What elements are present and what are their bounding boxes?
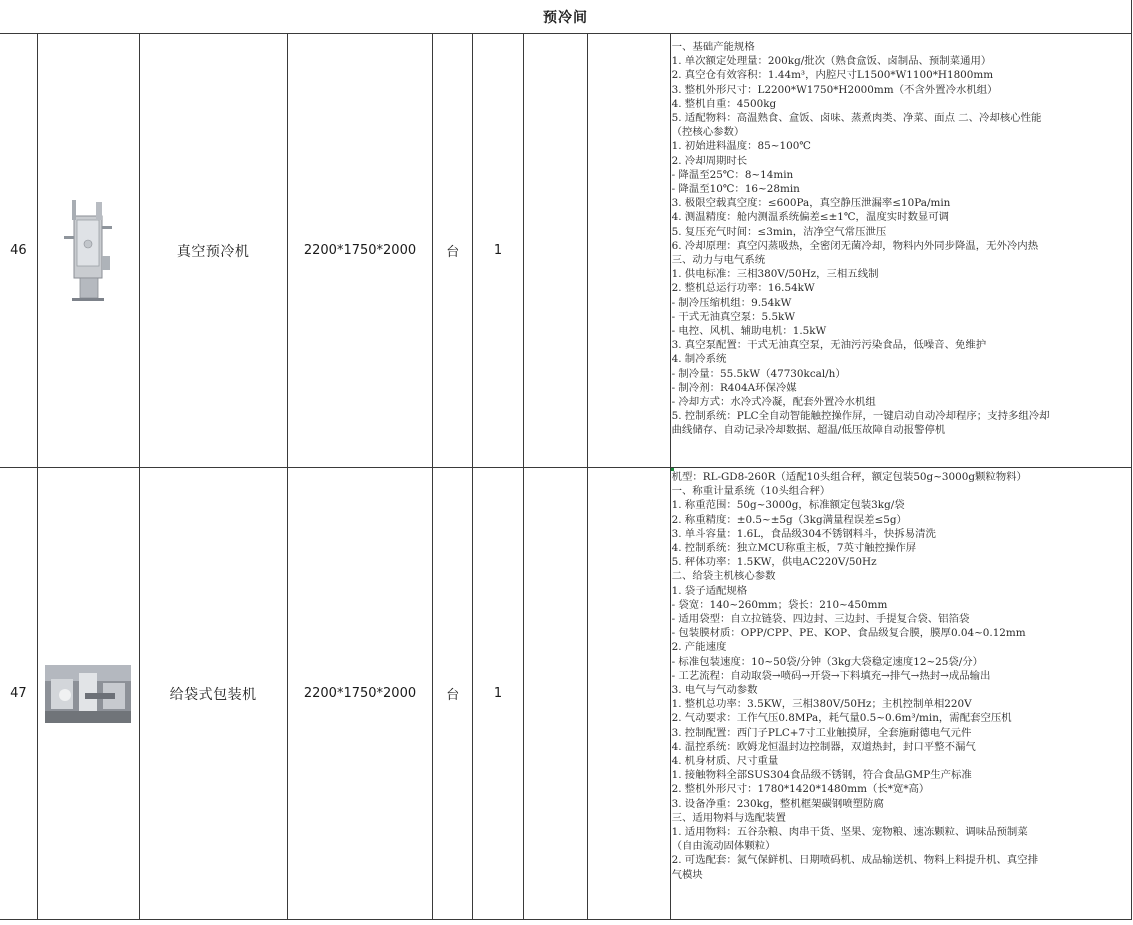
spec-line: （自由流动固体颗粒） bbox=[671, 840, 776, 853]
spec-line: - 降温至10℃：16~28min bbox=[671, 183, 800, 196]
cell-comment-marker bbox=[671, 468, 674, 471]
spec-line: 三、适用物料与选配装置 bbox=[671, 811, 786, 824]
spec-line: 4. 整机自重：4500kg bbox=[671, 97, 777, 110]
spec-line: 2. 真空仓有效容积：1.44m³，内腔尺寸L1500*W1100*H1800mm bbox=[671, 69, 994, 82]
bag-feeding-packing-machine-icon bbox=[45, 665, 131, 723]
table-row bbox=[0, 34, 1132, 468]
spec-line: （控核心参数） bbox=[671, 126, 745, 139]
spec-line: 4. 机身材质、尺寸重量 bbox=[671, 755, 779, 768]
spec-line: 1. 接触物料全部SUS304食品级不锈钢，符合食品GMP生产标准 bbox=[671, 769, 972, 782]
spec-line: 2. 整机外形尺寸：1780*1420*1480mm（长*宽*高） bbox=[671, 783, 930, 796]
spec-line: - 袋宽：140~260mm；袋长：210~450mm bbox=[671, 598, 888, 611]
spec-line: 5. 适配物料：高温熟食、盒饭、卤味、蒸煮肉类、净菜、面点 二、冷却核心性能 bbox=[671, 112, 1042, 125]
vacuum-precooler-machine-icon bbox=[58, 196, 118, 306]
row-index: 46 bbox=[0, 34, 37, 468]
spec-line: - 制冷剂：R404A环保冷媒 bbox=[671, 381, 797, 394]
empty-cell bbox=[588, 34, 670, 468]
product-image-cell bbox=[37, 34, 139, 468]
spec-line: 机型：RL-GD8-260R（适配10头组合秤，额定包装50g~3000g颗粒物料） bbox=[671, 471, 1027, 483]
spec-line: 气模块 bbox=[671, 868, 703, 881]
spec-line: 3. 单斗容量：1.6L，食品级304不锈钢料斗，快拆易清洗 bbox=[671, 527, 936, 540]
spec-line: 3. 极限空载真空度：≤600Pa，真空静压泄漏率≤10Pa/min bbox=[671, 197, 951, 210]
row-index: 47 bbox=[0, 468, 37, 920]
spec-line: 5. 复压充气时间：≤3min，洁净空气常压泄压 bbox=[671, 225, 887, 238]
table-row bbox=[0, 468, 1132, 920]
section-title: 预冷间 bbox=[0, 0, 1132, 34]
spec-line: 5. 控制系统：PLC全自动智能触控操作屏，一键启动自动冷却程序；支持多组冷却 bbox=[671, 410, 1050, 423]
spec-cell bbox=[670, 468, 1131, 920]
spec-cell bbox=[670, 34, 1131, 468]
empty-cell bbox=[588, 468, 670, 920]
spec-line: 三、动力与电气系统 bbox=[671, 254, 766, 267]
empty-cell bbox=[523, 34, 587, 468]
product-size: 2200*1750*2000 bbox=[287, 34, 433, 468]
spec-line: 5. 秤体功率：1.5KW，供电AC220V/50Hz bbox=[671, 556, 877, 569]
spec-line: 1. 单次额定处理量：200kg/批次（熟食盒饭、卤制品、预制菜通用） bbox=[671, 55, 992, 68]
spec-line: 2. 产能速度 bbox=[671, 641, 727, 654]
spec-line: 1. 供电标准：三相380V/50Hz，三相五线制 bbox=[671, 268, 879, 281]
spec-line: 3. 设备净重：230kg，整机框架碳钢喷塑防腐 bbox=[671, 797, 884, 810]
product-size: 2200*1750*2000 bbox=[287, 468, 433, 920]
spec-list bbox=[672, 40, 1129, 438]
spec-line: - 降温至25℃：8~14min bbox=[671, 168, 794, 181]
product-qty: 1 bbox=[473, 468, 524, 920]
spec-line: 1. 称重范围：50g~3000g，标准额定包装3kg/袋 bbox=[671, 499, 905, 512]
spec-line: 一、基础产能规格 bbox=[671, 41, 755, 53]
product-name: 给袋式包装机 bbox=[139, 468, 287, 920]
spec-list bbox=[672, 470, 1129, 882]
spec-line: 4. 温控系统：欧姆龙恒温封边控制器，双道热封，封口平整不漏气 bbox=[671, 740, 976, 753]
spec-line: 2. 可选配套：氮气保鲜机、日期喷码机、成品输送机、物料上料提升机、真空排 bbox=[671, 854, 1039, 867]
spec-line: - 适用袋型：自立拉链袋、四边封、三边封、手提复合袋、铝箔袋 bbox=[671, 613, 970, 626]
spec-line: - 制冷量：55.5kW（47730kcal/h） bbox=[671, 367, 846, 380]
spec-line: 3. 控制配置：西门子PLC+7寸工业触摸屏，全套施耐德电气元件 bbox=[671, 726, 972, 739]
product-unit: 台 bbox=[433, 34, 473, 468]
spec-line: 1. 整机总功率：3.5KW，三相380V/50Hz；主机控制单相220V bbox=[671, 698, 972, 711]
spec-line: 4. 制冷系统 bbox=[671, 353, 727, 366]
spec-line: 4. 测温精度：舱内测温系统偏差≤±1℃，温度实时数显可调 bbox=[671, 211, 950, 224]
spec-line: - 包装膜材质：OPP/CPP、PE、KOP、食品级复合膜，膜厚0.04~0.12mm bbox=[671, 627, 1026, 640]
spec-line: 3. 整机外形尺寸：L2200*W1750*H2000mm（不含外置冷水机组） bbox=[671, 83, 998, 96]
spec-line: - 冷却方式：水冷式冷凝，配套外置冷水机组 bbox=[671, 396, 876, 409]
spec-line: - 电控、风机、辅助电机：1.5kW bbox=[671, 325, 827, 338]
spec-line: 二、给袋主机核心参数 bbox=[671, 570, 776, 583]
spec-line: 3. 真空泵配置：干式无油真空泵，无油污污染食品，低噪音、免维护 bbox=[671, 339, 987, 352]
product-unit: 台 bbox=[433, 468, 473, 920]
spec-line: 4. 控制系统：独立MCU称重主板，7英寸触控操作屏 bbox=[671, 542, 917, 555]
spec-line: 2. 冷却周期时长 bbox=[671, 154, 748, 167]
product-name: 真空预冷机 bbox=[139, 34, 287, 468]
spec-line: 3. 电气与气动参数 bbox=[671, 684, 758, 697]
spec-line: 1. 初始进料温度：85~100℃ bbox=[671, 140, 811, 153]
spec-line: 2. 气动要求：工作气压0.8MPa，耗气量0.5~0.6m³/min，需配套空压机 bbox=[671, 712, 1012, 725]
spec-line: 2. 称重精度：±0.5~±5g（3kg满量程误差≤5g） bbox=[671, 513, 907, 526]
product-image-cell bbox=[37, 468, 139, 920]
spec-line: 6. 冷却原理：真空闪蒸吸热，全密闭无菌冷却，物料内外同步降温，无外冷内热 bbox=[671, 239, 1039, 252]
product-qty: 1 bbox=[473, 34, 524, 468]
spec-line: - 制冷压缩机组：9.54kW bbox=[671, 296, 792, 309]
spec-line: 2. 整机总运行功率：16.54kW bbox=[671, 282, 815, 295]
spec-line: 1. 适用物料：五谷杂粮、肉串干货、坚果、宠物粮、速冻颗粒、调味品预制菜 bbox=[671, 826, 1028, 839]
empty-cell bbox=[523, 468, 587, 920]
spec-line: - 标准包装速度：10~50袋/分钟（3kg大袋稳定速度12~25袋/分） bbox=[671, 655, 984, 668]
spec-line: 一、称重计量系统（10头组合秤） bbox=[671, 485, 831, 498]
spec-line: 1. 袋子适配规格 bbox=[671, 584, 748, 597]
spec-line: 曲线储存、自动记录冷却数据、超温/低压故障自动报警停机 bbox=[671, 424, 946, 437]
spec-line: - 干式无油真空泵：5.5kW bbox=[671, 310, 796, 323]
spec-line: - 工艺流程：自动取袋→喷码→开袋→下料填充→排气→热封→成品输出 bbox=[671, 669, 991, 682]
